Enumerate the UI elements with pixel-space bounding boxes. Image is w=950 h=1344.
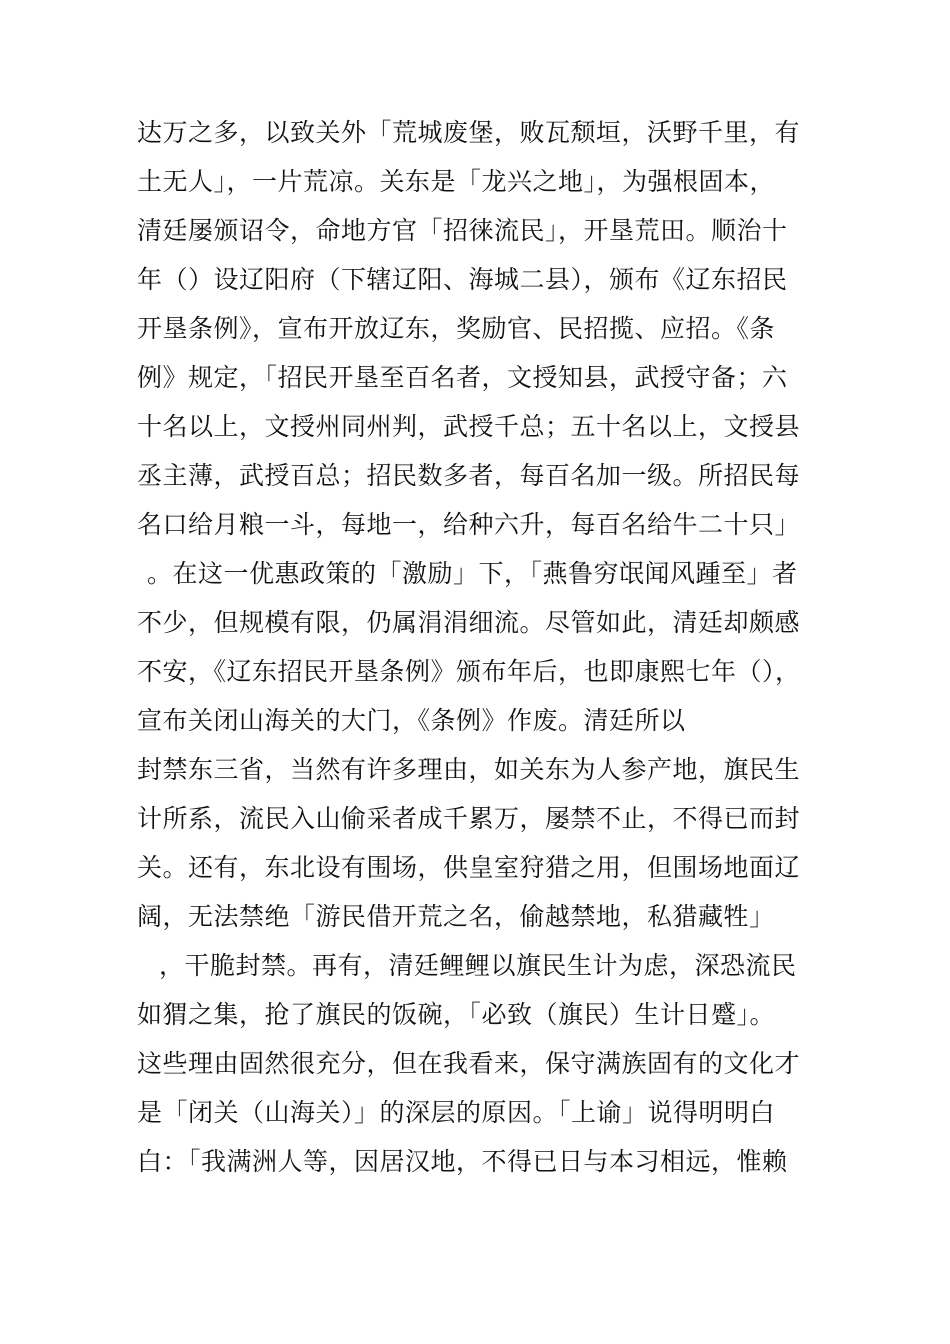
text-line: 阔，无法禁绝「游民借开荒之名，偷越禁地，私猎藏牲」 <box>137 902 775 931</box>
text-line: 关。还有，东北设有围场，供皇室狩猎之用，但围场地面辽 <box>137 853 801 882</box>
text-line: 开垦条例》，宣布开放辽东，奖励官、民招揽、应招。《条 <box>137 314 776 343</box>
text-line: 丞主薄，武授百总；招民数多者，每百名加一级。所招民每 <box>137 461 801 490</box>
text-line: 年（）设辽阳府（下辖辽阳、海城二县），颁布《辽东招民 <box>137 265 788 294</box>
text-line: ，干脆封禁。再有，清廷鲤鲤以旗民生计为虑，深恐流民 <box>159 951 797 980</box>
text-line: 这些理由固然很充分，但在我看来，保守满族固有的文化才 <box>137 1049 801 1078</box>
text-line: 例》规定，「招民开垦至百名者，文授知县，武授守备；六 <box>137 363 788 392</box>
text-line: 不少，但规模有限，仍属涓涓细流。尽管如此，清廷却颇感 <box>137 608 801 637</box>
text-line: 计所系，流民入山偷采者成千累万，屡禁不止，不得已而封 <box>137 804 801 833</box>
text-line: 达万之多，以致关外「荒城废堡，败瓦颓垣，沃野千里，有 <box>137 118 801 147</box>
text-line: 如猬之集，抢了旗民的饭碗，「必致（旗民）生计日蹙」。 <box>137 1000 776 1029</box>
text-line: 名口给月粮一斗，每地一，给种六升，每百名给牛二十只」 <box>137 510 801 539</box>
body-text <box>137 108 827 1186</box>
text-line: 宣布关闭山海关的大门，《条例》作废。清廷所以 <box>137 706 686 735</box>
text-line: 不安，《辽东招民开垦条例》颁布年后，也即康熙七年（）， <box>137 657 801 686</box>
text-line: 封禁东三省，当然有许多理由，如关东为人参产地，旗民生 <box>137 755 801 784</box>
text-line: 清廷屡颁诏令，命地方官「招徕流民」，开垦荒田。顺治十 <box>137 216 788 245</box>
text-line: 土无人」，一片荒凉。关东是「龙兴之地」，为强根固本， <box>137 167 776 196</box>
text-line: 是「闭关（山海关）」的深层的原因。「上谕」说得明明白 <box>137 1098 776 1127</box>
text-line: 白：「我满洲人等，因居汉地，不得已日与本习相远，惟赖 <box>137 1147 788 1176</box>
text-line: 。在这一优惠政策的「激励」下，「燕鲁穷氓闻风踵至」者 <box>147 559 798 588</box>
text-line: 十名以上，文授州同州判，武授千总；五十名以上，文授县 <box>137 412 801 441</box>
